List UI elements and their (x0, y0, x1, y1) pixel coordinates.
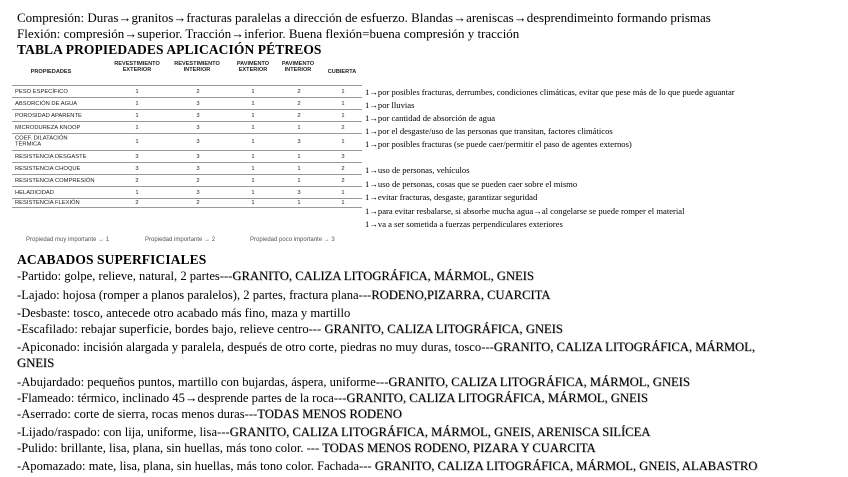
property-note: 1→por el desgaste/uso de las personas que transitan, factores climáticos (365, 126, 613, 136)
acabado-line (17, 306, 350, 320)
row-property-name: RESISTENCIA DESGASTE (15, 153, 87, 160)
acabado-stones: TODAS MENOS RODENO, PIZARA Y CUARCITA (322, 441, 596, 455)
row-value: 1 (135, 139, 139, 145)
acabado-line (17, 459, 757, 473)
row-value: 3 (196, 124, 200, 131)
acabados-title: ACABADOS SUPERFICIALES (17, 252, 207, 267)
row-value: 2 (341, 177, 345, 184)
header-rev-interior: REVESTIMIENTO INTERIOR (174, 61, 220, 74)
table-row (12, 186, 362, 198)
row-value: 3 (135, 153, 139, 160)
header-pav-interior: PAVIMENTO INTERIOR (281, 61, 315, 74)
row-value: 1 (251, 124, 255, 131)
acabado-description: -Pulido: brillante, lisa, plana, sin huellas, más tono color. --- (17, 441, 323, 455)
table-row (12, 162, 362, 174)
row-value: 1 (251, 153, 255, 160)
acabado-stones: GRANITO, CALIZA LITOGRÁFICA, MÁRMOL, GNEIS (346, 391, 648, 405)
acabado-line (17, 391, 648, 405)
row-value: 3 (297, 189, 301, 196)
row-value: 1 (251, 100, 255, 107)
table-row (12, 198, 362, 208)
header-pav-exterior: PAVIMENTO EXTERIOR (236, 61, 270, 74)
row-property-name: MICRODUREZA KNOOP (15, 124, 81, 131)
row-property-name: POROSIDAD APARENTE (15, 112, 82, 119)
row-value: 3 (196, 112, 200, 119)
row-value: 1 (341, 112, 345, 119)
row-value: 1 (251, 88, 255, 95)
row-value: 1 (135, 88, 139, 95)
property-note: 1→uso de personas, vehículos (365, 165, 470, 175)
acabado-line (17, 375, 690, 389)
row-value: 3 (341, 153, 345, 160)
acabado-description: -Aserrado: corte de sierra, rocas menos duras--- (17, 407, 258, 421)
row-value: 1 (135, 124, 139, 131)
row-property-name: PESO ESPECÍFICO (15, 88, 68, 95)
row-value: 2 (196, 177, 200, 184)
row-value: 2 (341, 165, 345, 172)
row-value: 1 (341, 200, 345, 206)
header-rev-exterior: REVESTIMIENTO EXTERIOR (114, 61, 160, 74)
row-value: 2 (196, 88, 200, 95)
acabado-line (17, 322, 563, 336)
property-note: 1→evitar fracturas, desgaste, garantizar seguridad (365, 192, 538, 202)
legend-2: Propiedad importante → 2 (145, 237, 216, 243)
row-property-name: RESISTENCIA COMPRESIÓN (15, 177, 95, 184)
acabado-line (17, 425, 650, 439)
table-row (12, 150, 362, 162)
row-value: 3 (196, 189, 200, 196)
row-value: 1 (135, 189, 139, 196)
acabado-stones: GRANITO, CALIZA LITOGRÁFICA, MÁRMOL, GNEIS, ALABASTRO (374, 459, 758, 473)
acabado-description: -Abujardado: pequeños puntos, martillo con bujardas, áspera, uniforme--- (17, 375, 389, 389)
table-row (12, 174, 362, 186)
table-row (12, 133, 362, 150)
acabado-description: -Escafilado: rebajar superficie, bordes bajo, relieve centro--- (17, 322, 325, 336)
properties-table (12, 61, 362, 208)
row-property-name: RESISTENCIA CHOQUE (15, 165, 81, 172)
acabado-line (17, 356, 54, 370)
intro-compresion: Compresión: Duras→granitos→fracturas paralelas a dirección de esfuerzo. Blandas→areniscas→desprendimeinto formando prismas (17, 10, 711, 25)
row-value: 1 (297, 124, 301, 131)
row-value: 1 (297, 153, 301, 160)
row-value: 1 (297, 177, 301, 184)
acabado-stones: GRANITO, CALIZA LITOGRÁFICA, MÁRMOL, (493, 340, 755, 354)
legend-3: Propiedad poco importante → 3 (250, 237, 335, 243)
acabado-stones: GRANITO, CALIZA LITOGRÁFICA, MÁRMOL, GNEIS (388, 375, 690, 389)
row-value: 1 (251, 165, 255, 172)
acabado-description: -Apiconado: incisión alargada y paralela, después de otro corte, piedras no muy duras, tosco--- (17, 340, 494, 354)
row-value: 1 (251, 112, 255, 119)
acabado-description: -Partido: golpe, relieve, natural, 2 partes--- (17, 269, 233, 283)
row-value: 2 (196, 200, 200, 206)
row-property-name: COEF. DILATACIÓN TÉRMICA (15, 135, 68, 148)
row-value: 2 (341, 124, 345, 131)
acabado-description: -Lijado/raspado: con lija, uniforme, lisa--- (17, 425, 230, 439)
row-value: 1 (341, 189, 345, 196)
row-value: 1 (297, 165, 301, 172)
row-value: 1 (135, 112, 139, 119)
property-note: 1→va a ser sometida a fuerzas perpendiculares exteriores (365, 219, 563, 229)
table-row (12, 109, 362, 121)
acabado-line (17, 441, 596, 455)
acabado-stones: GRANITO, CALIZA LITOGRÁFICA, GNEIS (324, 322, 563, 336)
acabado-stones: GNEIS (17, 356, 55, 370)
row-value: 3 (196, 100, 200, 107)
row-value: 3 (196, 165, 200, 172)
row-value: 2 (297, 88, 301, 95)
row-value: 2 (297, 112, 301, 119)
row-property-name: HELADICIDAD (15, 189, 54, 196)
row-value: 3 (297, 139, 301, 145)
row-property-name: ABSORCIÓN DE AGUA (15, 100, 78, 107)
row-value: 2 (135, 177, 139, 184)
row-value: 3 (135, 165, 139, 172)
acabado-line (17, 340, 755, 354)
acabado-line (17, 407, 402, 421)
row-value: 1 (251, 189, 255, 196)
acabado-description: -Desbaste: tosco, antecede otro acabado más fino, maza y martillo (17, 306, 351, 320)
row-value: 1 (135, 100, 139, 107)
table-row (12, 97, 362, 109)
row-value: 1 (341, 139, 345, 145)
property-note: 1→por posibles fracturas (se puede caer/permitir el paso de agentes externos) (365, 139, 632, 149)
row-value: 1 (341, 100, 345, 107)
property-note: 1→por posibles fracturas, derrumbes, condiciones climáticas, evitar que pese más de lo que puede aguantar (365, 87, 735, 97)
property-note: 1→para evitar resbalarse, si absorbe mucha agua→al congelarse se puede romper el material (365, 206, 685, 216)
acabado-stones: RODENO,PIZARRA, CUARCITA (371, 288, 551, 302)
row-value: 1 (251, 177, 255, 184)
table-header (12, 61, 362, 85)
table-title: TABLA PROPIEDADES APLICACIÓN PÉTREOS (17, 42, 322, 57)
acabado-line (17, 288, 550, 302)
intro-flexion: Flexión: compresión→superior. Tracción→inferior. Buena flexión=buena compresión y tracción (17, 26, 520, 41)
row-value: 3 (196, 139, 200, 145)
row-value: 2 (135, 200, 139, 206)
property-note: 1→uso de personas, cosas que se pueden caer sobre el mismo (365, 179, 578, 189)
table-row (12, 121, 362, 133)
row-value: 3 (196, 153, 200, 160)
row-value: 1 (341, 88, 345, 95)
property-note: 1→por cantidad de absorción de agua (365, 113, 496, 123)
property-note: 1→por lluvias (365, 100, 415, 110)
row-property-name: RESISTENCIA FLEXIÓN (15, 200, 80, 206)
row-value: 1 (251, 139, 255, 145)
acabado-description: -Lajado: hojosa (romper a planos paralelos), 2 partes, fractura plana--- (17, 288, 372, 302)
legend-1: Propiedad muy importante → 1 (26, 237, 110, 243)
table-row (12, 85, 362, 97)
row-value: 2 (297, 100, 301, 107)
acabado-description: -Apomazado: mate, lisa, plana, sin huellas, más tono color. Fachada--- (17, 459, 375, 473)
acabado-stones: GRANITO, CALIZA LITOGRÁFICA, MÁRMOL, GNEIS, ARENISCA SILÍCEA (229, 425, 651, 439)
acabado-stones: GRANITO, CALIZA LITOGRÁFICA, MÁRMOL, GNEIS (232, 269, 534, 283)
acabado-line (17, 269, 534, 283)
acabado-stones: TODAS MENOS RODENO (257, 407, 402, 421)
acabado-description: -Flameado: térmico, inclinado 45→desprende partes de la roca--- (17, 391, 347, 405)
header-cubierta: CUBIERTA (327, 69, 357, 75)
header-propiedades: PROPIEDADES (30, 69, 72, 75)
row-value: 1 (297, 200, 301, 206)
row-value: 1 (251, 200, 255, 206)
